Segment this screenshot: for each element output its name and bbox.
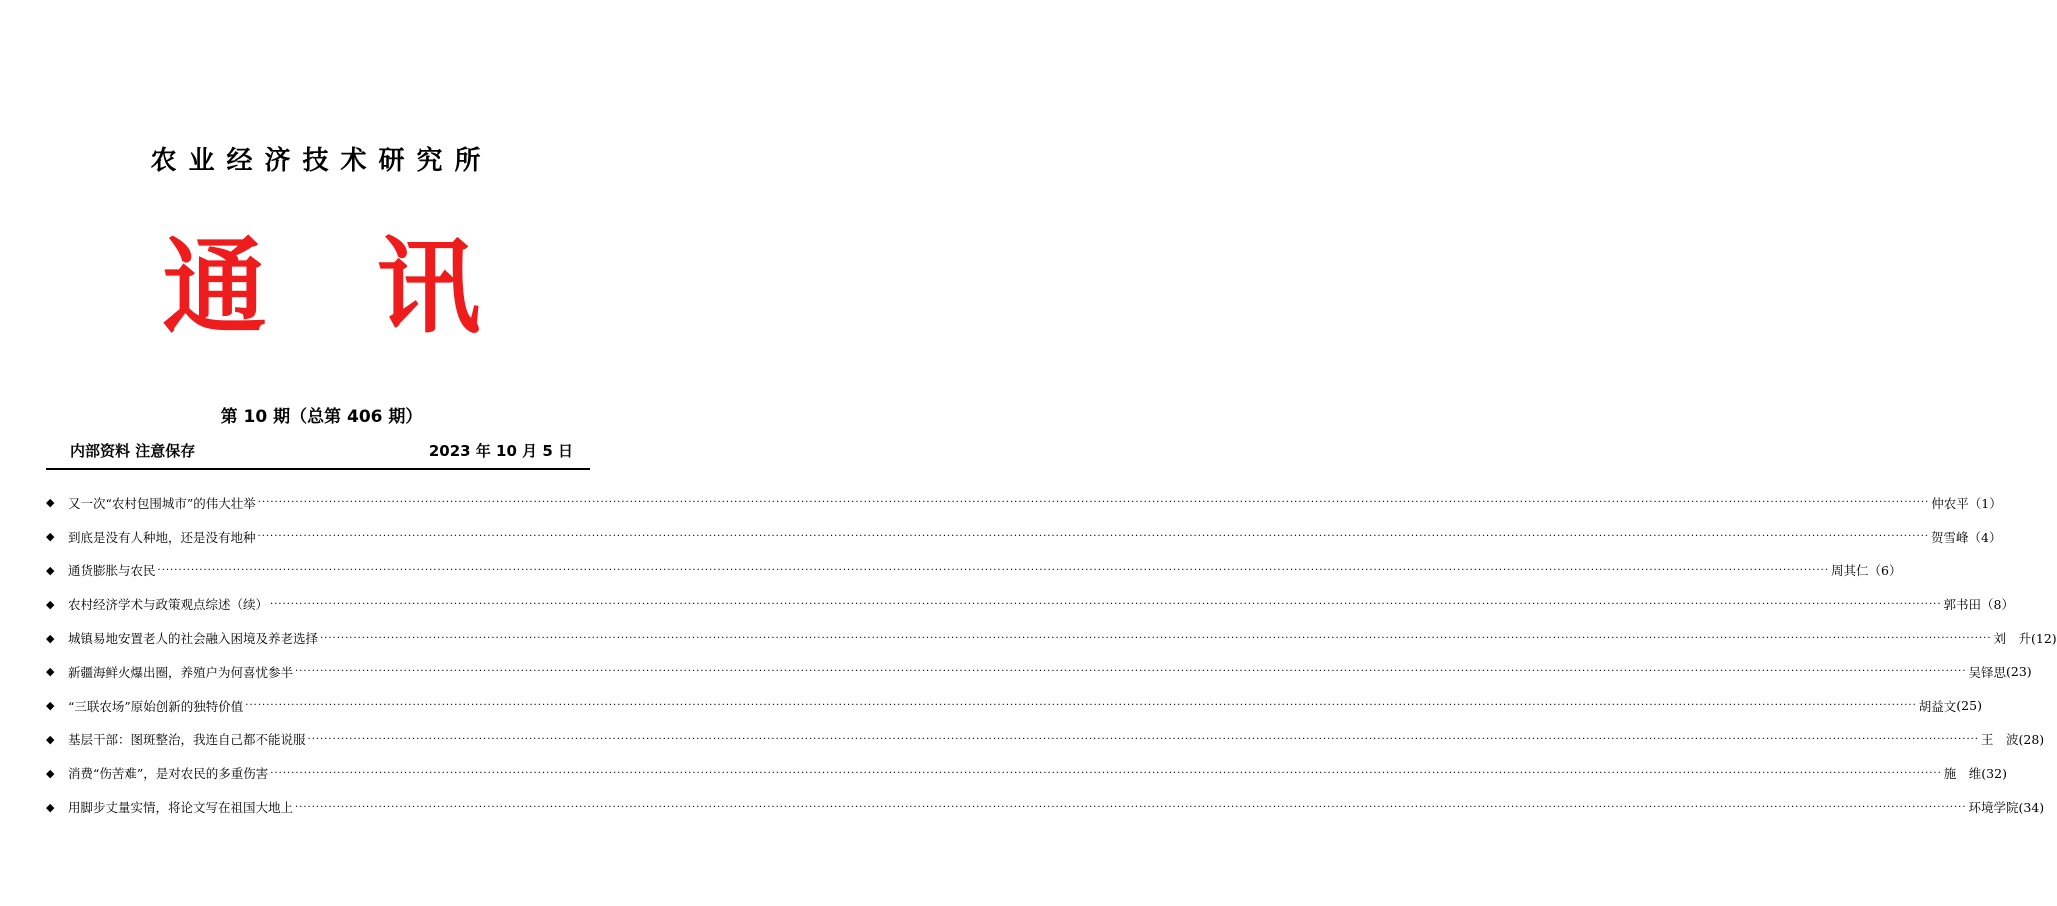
- diamond-bullet-icon: ◆: [46, 597, 55, 611]
- toc-entry[interactable]: [46, 790, 2045, 824]
- newsletter-title-char: 讯: [376, 226, 481, 348]
- toc-entry[interactable]: [46, 587, 2014, 621]
- diamond-bullet-icon: ◆: [46, 699, 55, 713]
- diamond-bullet-icon: ◆: [46, 496, 55, 510]
- toc-title: 城镇易地安置老人的社会融入困境及养老选择: [68, 631, 319, 647]
- toc-title: 基层干部：图斑整治，我连自己都不能说服: [68, 732, 306, 748]
- toc-page-number: (32): [1981, 765, 2007, 781]
- toc-page-number: (28): [2018, 731, 2045, 747]
- toc-leader-dots: ················································································································································································································································································································································································································: [295, 801, 1967, 813]
- toc-leader-dots: ················································································································································································································································································································································································································: [295, 666, 1967, 678]
- toc-leader-dots: ················································································································································································································································································································································································································: [257, 497, 1930, 509]
- toc-page-number: (12): [2031, 630, 2057, 646]
- toc-author: 周其仁: [1831, 563, 1869, 579]
- toc-entry[interactable]: [46, 520, 2002, 554]
- issue-number: 第 10 期（总第 406 期）: [220, 407, 423, 427]
- diamond-bullet-icon: ◆: [46, 732, 55, 746]
- toc-page-number: （4）: [1968, 529, 2002, 545]
- issue-date: 2023 年 10 月 5 日: [428, 442, 573, 460]
- header-divider: [46, 468, 590, 470]
- toc-title: 新疆海鲜火爆出圈，养殖户为何喜忧参半: [68, 664, 294, 680]
- toc-author: 郭书田: [1943, 597, 1982, 613]
- toc-leader-dots: ················································································································································································································································································································································································································: [320, 632, 1992, 644]
- toc-entry[interactable]: [46, 554, 1902, 588]
- toc-entry[interactable]: [46, 486, 2002, 520]
- toc-title: 又一次“农村包围城市”的伟大壮举: [68, 495, 256, 511]
- toc-title: “三联农场”原始创新的独特价值: [68, 698, 244, 714]
- toc-page-number: (34): [2018, 799, 2045, 815]
- newsletter-title-char: 通: [162, 226, 267, 348]
- toc-author: 贺雪峰: [1931, 529, 1969, 545]
- table-of-contents: [46, 486, 2057, 824]
- toc-author: 仲农平: [1931, 495, 1969, 511]
- toc-author: 施 维: [1943, 766, 1982, 782]
- toc-leader-dots: ················································································································································································································································································································································································································: [307, 733, 1979, 745]
- toc-title: 通货膨胀与农民: [68, 563, 156, 579]
- toc-entry[interactable]: [46, 621, 2057, 655]
- toc-leader-dots: ················································································································································································································································································································································································································: [270, 767, 1942, 779]
- toc-page-number: （8）: [1981, 597, 2014, 613]
- toc-page-number: (25): [1956, 698, 1982, 714]
- toc-leader-dots: ················································································································································································································································································································································································································: [245, 700, 1917, 712]
- toc-page-number: (23): [2006, 664, 2032, 680]
- diamond-bullet-icon: ◆: [46, 530, 55, 544]
- toc-author: 环境学院: [1968, 800, 2019, 816]
- institution-name: 农业经济技术研究所: [150, 146, 493, 176]
- toc-page-number: （6）: [1868, 563, 1902, 579]
- toc-title: 消费“伤苦难”，是对农民的多重伤害: [68, 766, 269, 782]
- diamond-bullet-icon: ◆: [46, 563, 55, 577]
- toc-leader-dots: ················································································································································································································································································································································································································: [270, 598, 1942, 610]
- toc-author: 王 波: [1981, 732, 2019, 748]
- toc-page-number: （1）: [1968, 495, 2002, 511]
- toc-title: 到底是没有人种地，还是没有地种: [68, 529, 256, 545]
- diamond-bullet-icon: ◆: [46, 800, 55, 814]
- toc-title: 用脚步丈量实情，将论文写在祖国大地上: [68, 800, 294, 816]
- toc-entry[interactable]: [46, 655, 2032, 689]
- diamond-bullet-icon: ◆: [46, 631, 55, 645]
- newsletter-title: [0, 226, 643, 348]
- toc-entry[interactable]: [46, 723, 2045, 757]
- toc-leader-dots: ················································································································································································································································································································································································································: [257, 531, 1929, 543]
- toc-entry[interactable]: [46, 689, 1982, 723]
- diamond-bullet-icon: ◆: [46, 665, 55, 679]
- classification-label: 内部资料 注意保存: [70, 442, 196, 460]
- toc-author: 刘 升: [1993, 631, 2032, 647]
- meta-row: [70, 440, 573, 461]
- toc-author: 吴铎思: [1968, 664, 2007, 680]
- diamond-bullet-icon: ◆: [46, 766, 55, 780]
- toc-entry[interactable]: [46, 756, 2007, 790]
- toc-title: 农村经济学术与政策观点综述（续）: [68, 597, 269, 613]
- toc-leader-dots: ················································································································································································································································································································································································································: [157, 564, 1829, 576]
- toc-author: 胡益文: [1918, 698, 1957, 714]
